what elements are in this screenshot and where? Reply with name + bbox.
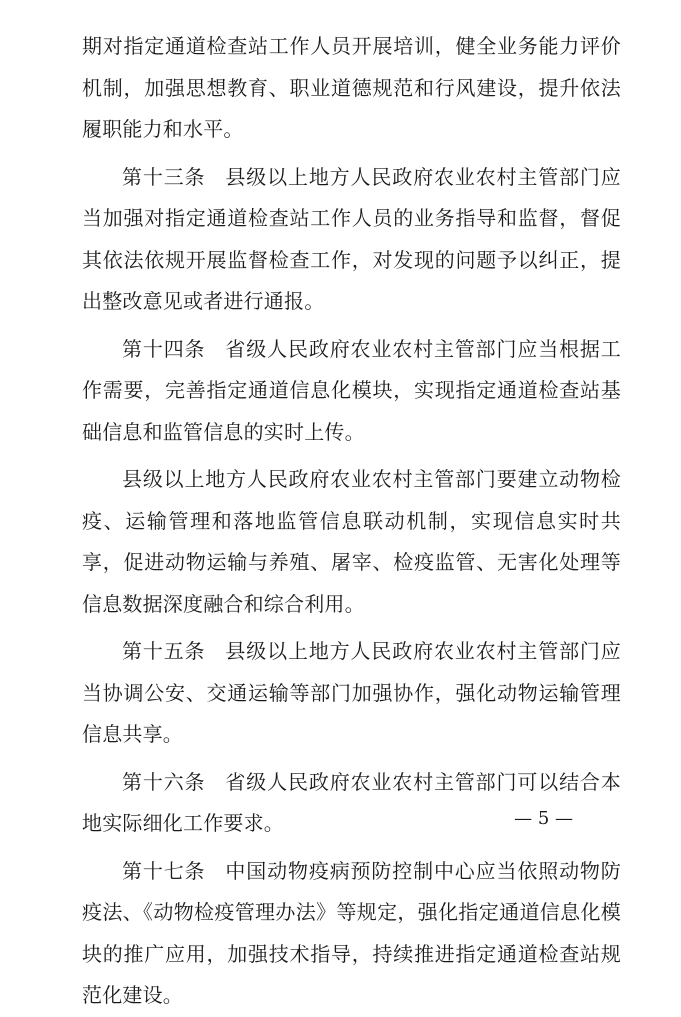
page-number: — 5 — — [514, 808, 573, 829]
article-17 — [82, 851, 621, 1017]
article-13-text: 县级以上地方人民政府农业农村主管部门应当加强对指定通道检查站工作人员的业务指导和监督，督促其依法依规开展监督检查工作，对发现的问题予以纠正，提出整改意见或者进行通报。 — [82, 164, 621, 313]
article-13 — [82, 157, 621, 323]
article-14-text: 省级人民政府农业农村主管部门应当根据工作需要，完善指定通道信息化模块，实现指定通道检查站基础信息和监管信息的实时上传。 — [82, 336, 621, 444]
article-14-paragraph-2-text: 县级以上地方人民政府农业农村主管部门要建立动物检疫、运输管理和落地监管信息联动机制，实现信息实时共享，促进动物运输与养殖、屠宰、检疫监管、无害化处理等信息数据深度融合和综合利用。 — [82, 467, 621, 616]
article-15 — [82, 631, 621, 756]
article-14 — [82, 329, 621, 454]
article-14-number: 第十四条 — [122, 336, 206, 361]
article-16 — [82, 762, 621, 845]
article-17-text: 中国动物疫病预防控制中心应当依照动物防疫法、《动物检疫管理办法》等规定，强化指定通道信息化模块的推广应用，加强技术指导，持续推进指定通道检查站规范化建设。 — [82, 858, 621, 1007]
continuation-text: 期对指定通道检查站工作人员开展培训，健全业务能力评价机制，加强思想教育、职业道德规范和行风建设，提升依法履职能力和水平。 — [82, 34, 621, 141]
continuation-paragraph — [82, 26, 621, 151]
article-14-paragraph-2 — [82, 459, 621, 625]
article-15-text: 县级以上地方人民政府农业农村主管部门应当协调公安、交通运输等部门加强协作，强化动物运输管理信息共享。 — [82, 639, 621, 746]
article-16-text: 省级人民政府农业农村主管部门可以结合本地实际细化工作要求。 — [82, 769, 621, 835]
article-16-number: 第十六条 — [122, 769, 206, 794]
article-17-number: 第十七条 — [122, 858, 206, 883]
article-13-number: 第十三条 — [122, 164, 206, 189]
article-15-number: 第十五条 — [122, 639, 206, 663]
